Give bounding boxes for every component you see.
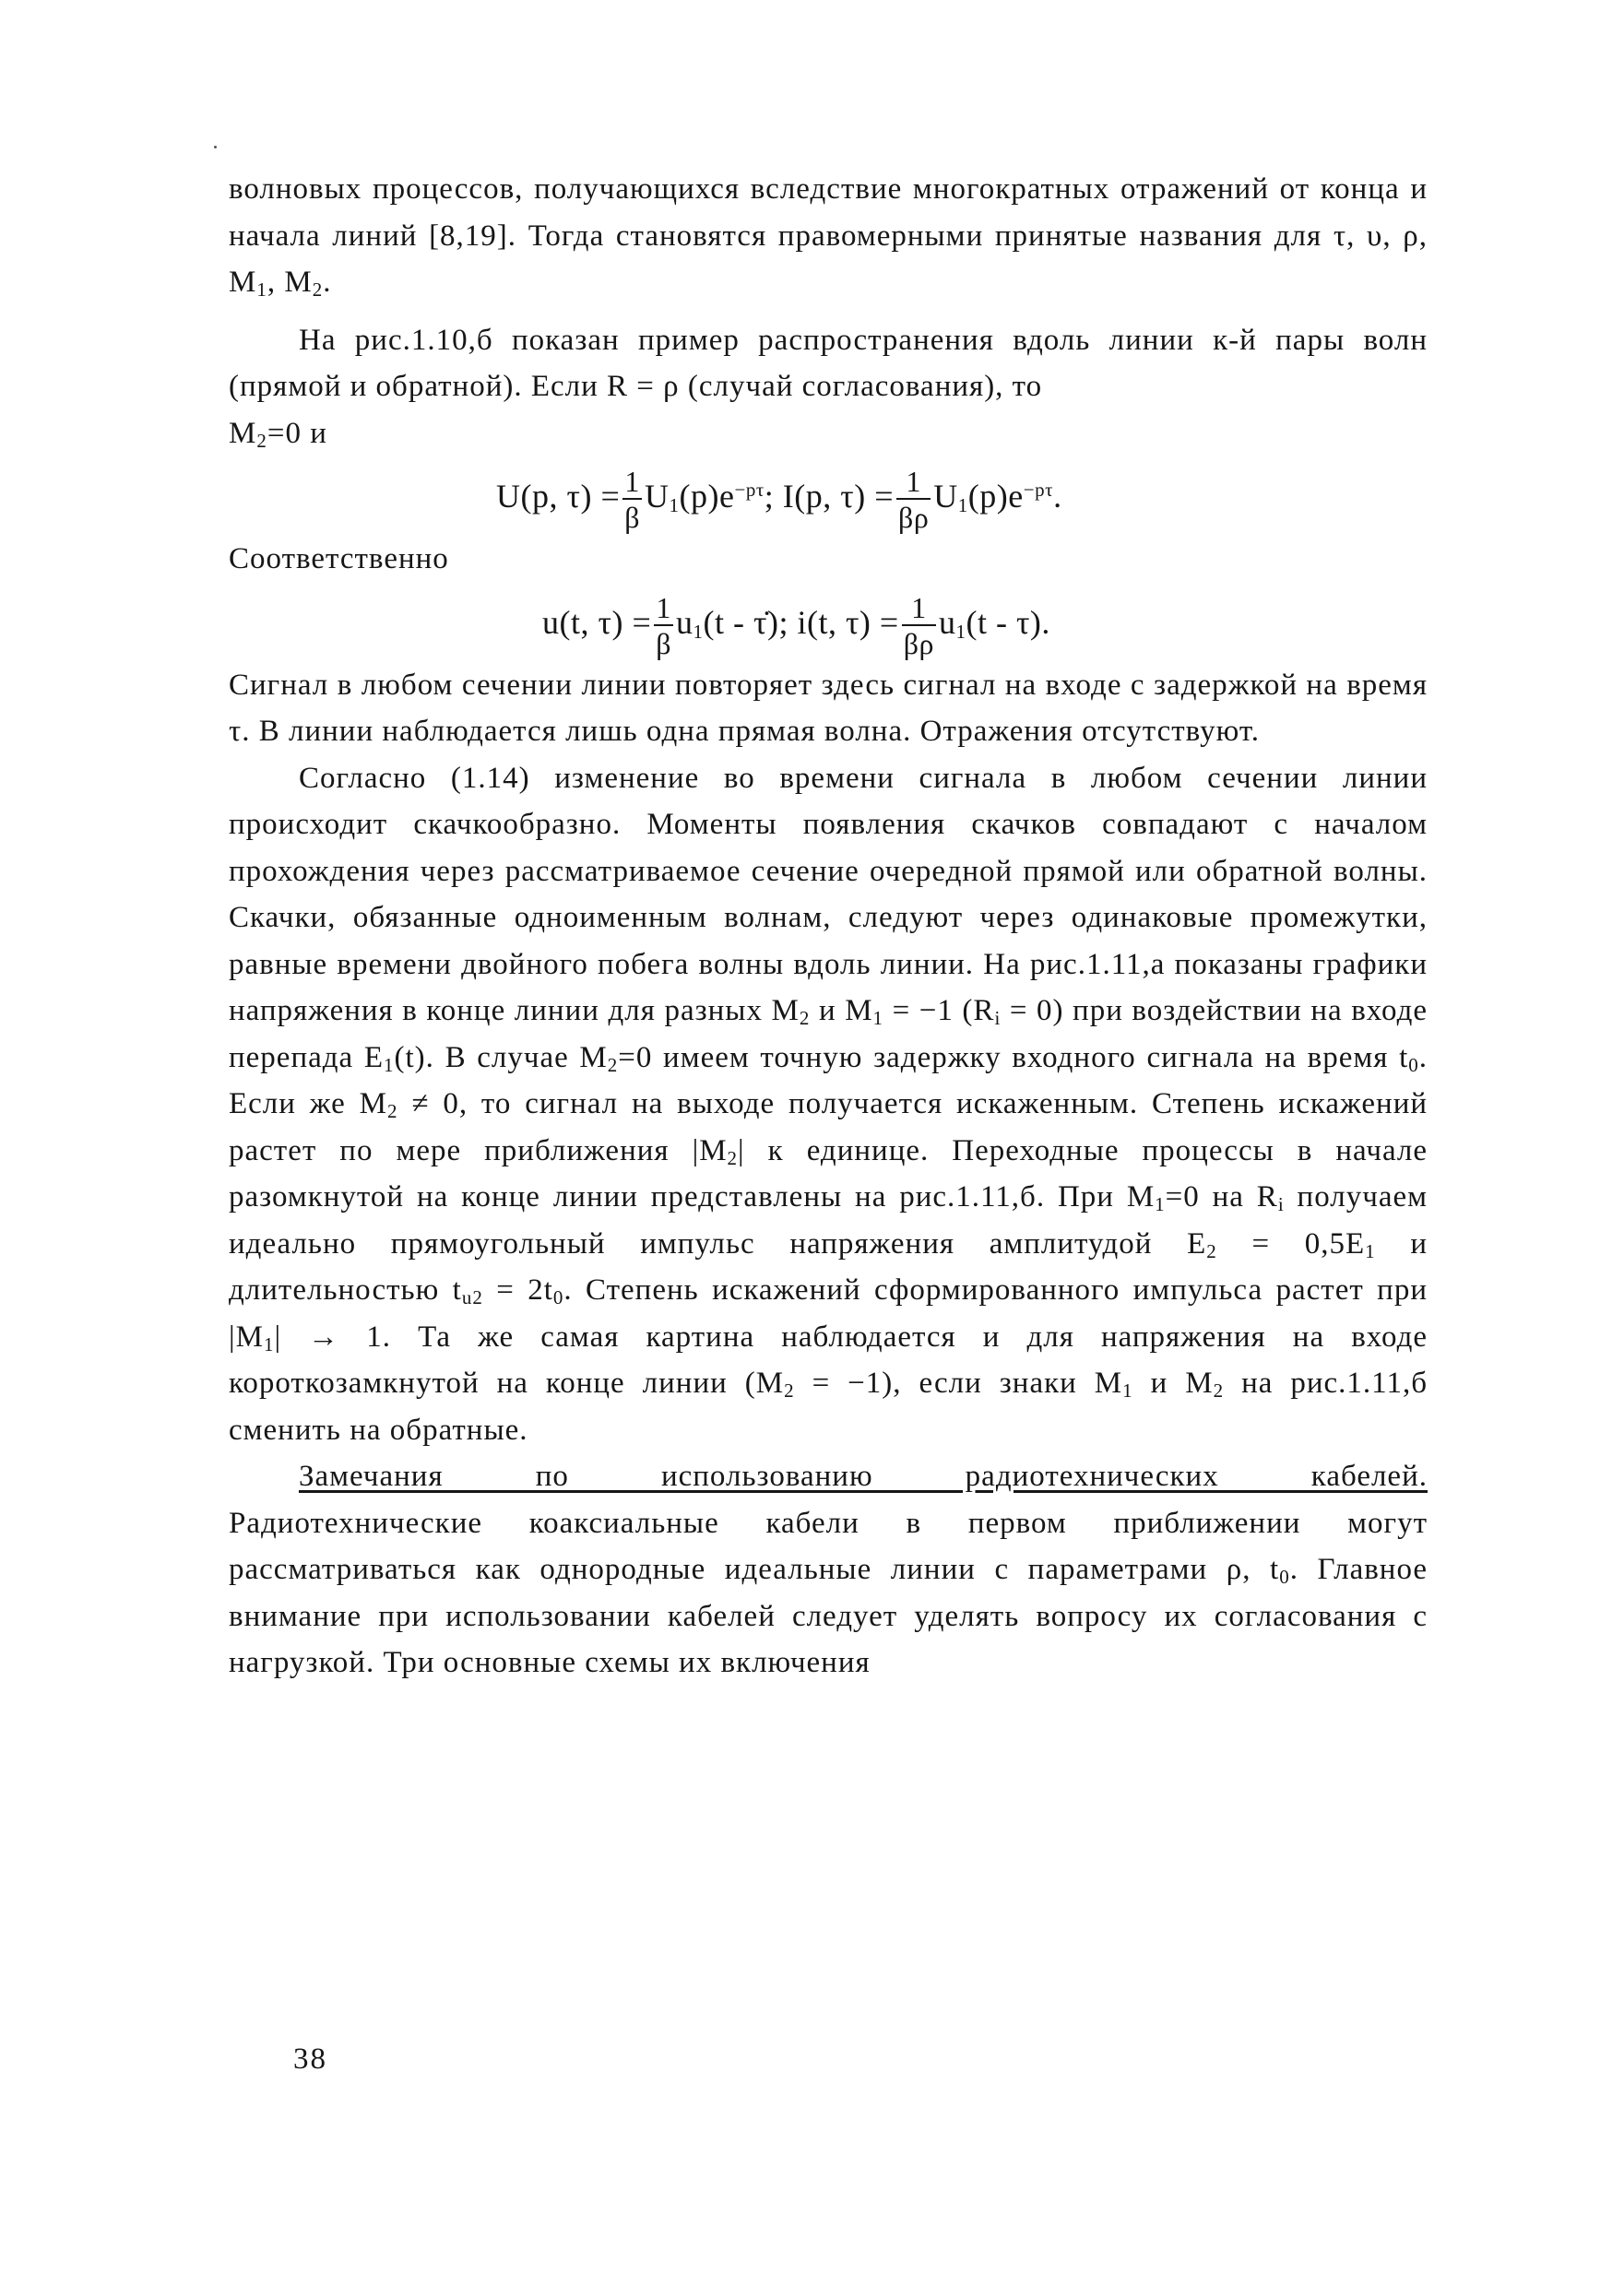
- sootvetstvenno-line: Соответственно: [229, 542, 449, 575]
- equation-1: U(p, τ) = $\frac{1}{\beta}$ $U_1(p)e^{-p\tau}$; I(p, τ) = $\frac{1}{\beta\rho}$ $U_1(p)e^{-p\tau}$.: [496, 465, 1062, 535]
- paragraph-2: На рис.1.10,б показан пример распространения вдоль линии к-й пары волн (прямой и обратной). Если R = ρ (случай согласования), то $M_2=0$ и: [229, 323, 1428, 452]
- scan-speck: [214, 146, 217, 148]
- paragraph-1: волновых процессов, получающихся вследствие многократных отражений от конца и начала линий [8,19]. Тогда становятся правомерными принятые названия для τ, υ, ρ, $M_1$, $M_2$.: [229, 172, 1428, 301]
- paragraph-4: Согласно (1.14) изменение во времени сигнала в любом сечении линии происходит скачкообразно. Моменты появления скачков совпадают с началом прохождения через рассматриваемое сечение очередной прямой или обратной волны. Скачки, обязанные одноименным волнам, следуют через одинаковые промежутки, равные времени двойного побега волны вдоль линии. На рис.1.11,а показаны графики напряжения в конце линии для разных $M_2$ и $M_1 = -1$ $(R_i = 0)$ при воздействии на входе перепада $E_1(t)$. В случае $M_2=0$ имеем точную задержку входного сигнала на время $t_0$. Если же $M_2 \ne 0$, то сигнал на выходе получается искаженным. Степень искажений растет по мере приближения $|M_2|$ к единице. Переходные процессы в начале разомкнутой на конце линии представлены на рис.1.11,б. При $M_1=0$ на $R_i$ получаем идеально прямоугольный импульс напряжения амплитудой $E_2 = 0,5E_1$ и длительностью $t_{u2} = 2t_0$. Степень искажений сформированного импульса растет при $|M_1| \to 1$. Та же самая картина наблюдается и для напряжения на входе короткозамкнутой на конце линии $(M_2 = -1)$, если знаки $M_1$ и $M_2$ на рис.1.11,б сменить на обратные.: [229, 761, 1428, 1447]
- paragraph-5: Радиотехнические коаксиальные кабели в первом приближении могут рассматриваться как однородные идеальные линии с параметрами ρ, $t_0$. Главное внимание при использовании кабелей следует уделять вопросу их согласования с нагрузкой. Три основные схемы их включения: [229, 1506, 1428, 1679]
- section-heading: Замечания по использованию радиотехнических кабелей.: [299, 1460, 1428, 1493]
- document-page: [229, 166, 1428, 1687]
- paragraph-3: Сигнал в любом сечении линии повторяет здесь сигнал на входе с задержкой на время τ. В линии наблюдается лишь одна прямая волна. Отражения отсутствуют.: [229, 668, 1428, 748]
- equation-2: u(t, τ) = $\frac{1}{\beta}$ $u_1(t$ - τ̇); i(t, τ) = $\frac{1}{\beta\rho}$ $u_1(t - \tau)$.: [542, 590, 1050, 660]
- page-number: 38: [293, 2042, 327, 2076]
